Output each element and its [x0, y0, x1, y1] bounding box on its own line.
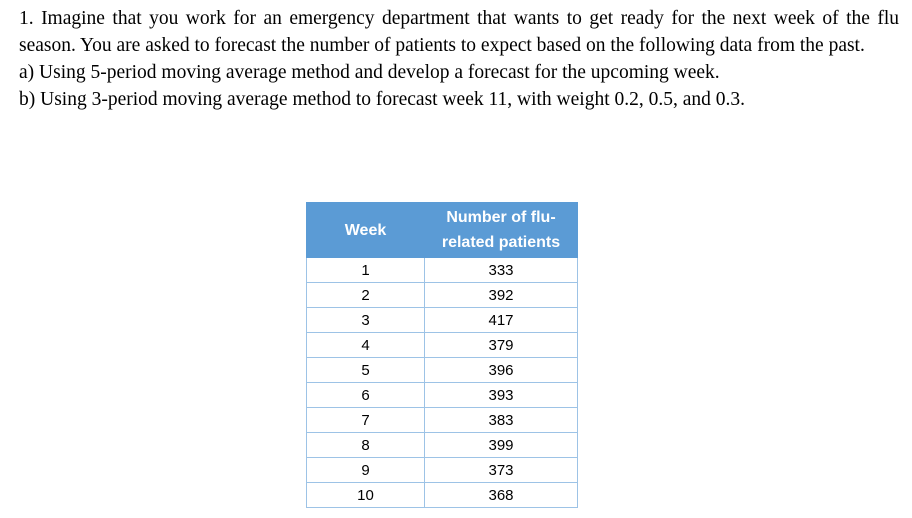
header-patients-line1: Number of flu-: [446, 209, 556, 226]
patients-cell: 396: [425, 358, 578, 383]
week-cell: 7: [307, 408, 425, 433]
table-row: [307, 283, 578, 308]
patients-cell: 393: [425, 383, 578, 408]
week-cell: 9: [307, 458, 425, 483]
table-row: [307, 408, 578, 433]
flu-patients-table: [306, 202, 578, 508]
question-text: [19, 5, 899, 113]
patients-cell: 368: [425, 483, 578, 508]
week-cell: 2: [307, 283, 425, 308]
week-cell: 6: [307, 383, 425, 408]
header-patients-line2: related patients: [441, 234, 561, 251]
week-cell: 10: [307, 483, 425, 508]
patients-cell: 333: [425, 258, 578, 283]
table-row: [307, 433, 578, 458]
patients-cell: 392: [425, 283, 578, 308]
table-row: [307, 258, 578, 283]
question-part-a: a) Using 5-period moving average method and develop a forecast for the upcoming week.: [19, 62, 720, 83]
data-table: [306, 202, 578, 508]
table-row: [307, 483, 578, 508]
week-cell: 3: [307, 308, 425, 333]
header-week: Week: [307, 203, 425, 258]
week-cell: 4: [307, 333, 425, 358]
patients-cell: 379: [425, 333, 578, 358]
table-row: [307, 383, 578, 408]
table-body: [307, 258, 578, 508]
table-header-row: [307, 203, 578, 258]
week-cell: 1: [307, 258, 425, 283]
table-row: [307, 458, 578, 483]
question-part-b: b) Using 3-period moving average method to forecast week 11, with weight 0.2, 0.5, and 0.3.: [19, 89, 746, 110]
table-row: [307, 333, 578, 358]
week-cell: 8: [307, 433, 425, 458]
question-intro: 1. Imagine that you work for an emergency department that wants to get ready for the next week of the flu season. You are asked to forecast the number of patients to expect based on the following data from the past.: [19, 8, 899, 56]
header-patients: [425, 203, 578, 258]
table-row: [307, 358, 578, 383]
patients-cell: 373: [425, 458, 578, 483]
patients-cell: 383: [425, 408, 578, 433]
week-cell: 5: [307, 358, 425, 383]
table-row: [307, 308, 578, 333]
patients-cell: 399: [425, 433, 578, 458]
patients-cell: 417: [425, 308, 578, 333]
